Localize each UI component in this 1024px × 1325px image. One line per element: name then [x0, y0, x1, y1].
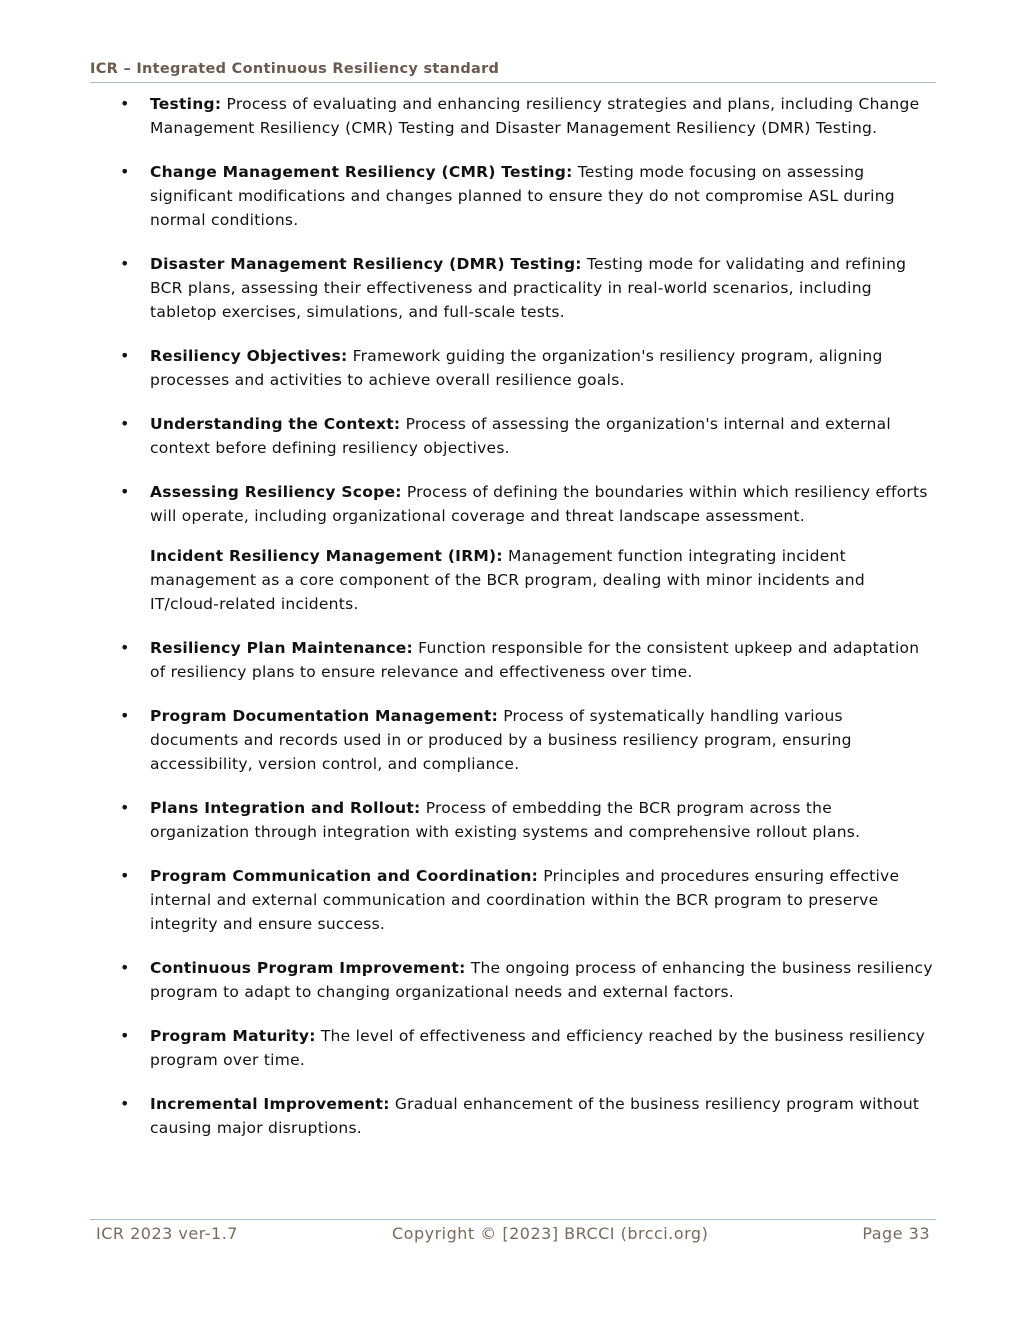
term-definition: Process of evaluating and enhancing resiliency strategies and plans, including Change Management Resiliency (CMR) Testing and Disaster Management Resiliency (DMR) Testing. [150, 95, 920, 137]
term-label: Program Documentation Management: [150, 707, 499, 725]
definition-item-dmr-testing [90, 252, 936, 324]
definition-item-documentation-management [90, 704, 936, 776]
term-definition: The ongoing process of enhancing the business resiliency program to adapt to changing organizational needs and external factors. [150, 959, 933, 1001]
page-footer [96, 1224, 930, 1248]
term-label: Understanding the Context: [150, 415, 401, 433]
term-label: Program Communication and Coordination: [150, 867, 539, 885]
term-label: Testing: [150, 95, 222, 113]
footer-version: ICR 2023 ver-1.7 [96, 1224, 238, 1243]
term-definition: Process of defining the boundaries within which resiliency efforts will operate, including organizational coverage and threat landscape assessment. [150, 483, 928, 525]
term-definition: Process of embedding the BCR program across the organization through integration with existing systems and comprehensive rollout plans. [150, 799, 861, 841]
definition-item-plans-integration [90, 796, 936, 844]
document-body [90, 92, 936, 1160]
term-definition: Process of systematically handling various documents and records used in or produced by a business resiliency program, ensuring accessibility, version control, and compliance. [150, 707, 852, 773]
definition-item-communication-coordination [90, 864, 936, 936]
term-label: Assessing Resiliency Scope: [150, 483, 402, 501]
term-label: Change Management Resiliency (CMR) Testing: [150, 163, 573, 181]
term-definition: Function responsible for the consistent upkeep and adaptation of resiliency plans to ensure relevance and effectiveness over time. [150, 639, 920, 681]
term-definition: Testing mode focusing on assessing significant modifications and changes planned to ensure they do not compromise ASL during normal conditions. [150, 163, 895, 229]
footer-copyright: Copyright © [2023] BRCCI (brcci.org) [392, 1224, 709, 1243]
definition-item-program-maturity [90, 1024, 936, 1072]
footer-page-number: Page 33 [862, 1224, 930, 1243]
definition-item-testing [90, 92, 936, 140]
term-definition: Management function integrating incident management as a core component of the BCR program, dealing with minor incidents and IT/cloud-related incidents. [150, 547, 865, 613]
definition-item-cmr-testing [90, 160, 936, 232]
term-label: Resiliency Objectives: [150, 347, 348, 365]
definitions-list [90, 92, 936, 1140]
footer-divider [90, 1219, 936, 1220]
term-definition: Principles and procedures ensuring effective internal and external communication and coordination within the BCR program to preserve integrity and ensure success. [150, 867, 900, 933]
term-label: Incremental Improvement: [150, 1095, 390, 1113]
term-definition: Testing mode for validating and refining BCR plans, assessing their effectiveness and practicality in real-world scenarios, including tabletop exercises, simulations, and full-scale tests. [150, 255, 907, 321]
header-divider [90, 82, 936, 83]
definition-item-continuous-improvement [90, 956, 936, 1004]
definition-item-plan-maintenance [90, 636, 936, 684]
definition-item-irm [90, 544, 936, 616]
definition-item-assessing-scope [90, 480, 936, 528]
term-label: Disaster Management Resiliency (DMR) Testing: [150, 255, 582, 273]
term-definition: The level of effectiveness and efficiency reached by the business resiliency program over time. [150, 1027, 926, 1069]
term-label: Resiliency Plan Maintenance: [150, 639, 413, 657]
term-definition: Framework guiding the organization's resiliency program, aligning processes and activities to achieve overall resilience goals. [150, 347, 883, 389]
term-definition: Process of assessing the organization's internal and external context before defining resiliency objectives. [150, 415, 891, 457]
definition-item-resiliency-objectives [90, 344, 936, 392]
definition-item-understanding-context [90, 412, 936, 460]
term-label: Incident Resiliency Management (IRM): [150, 547, 503, 565]
term-label: Program Maturity: [150, 1027, 316, 1045]
term-definition: Gradual enhancement of the business resiliency program without causing major disruptions. [150, 1095, 920, 1137]
page-header-title: ICR – Integrated Continuous Resiliency standard [90, 61, 500, 77]
term-label: Continuous Program Improvement: [150, 959, 466, 977]
definition-item-incremental-improvement [90, 1092, 936, 1140]
term-label: Plans Integration and Rollout: [150, 799, 421, 817]
